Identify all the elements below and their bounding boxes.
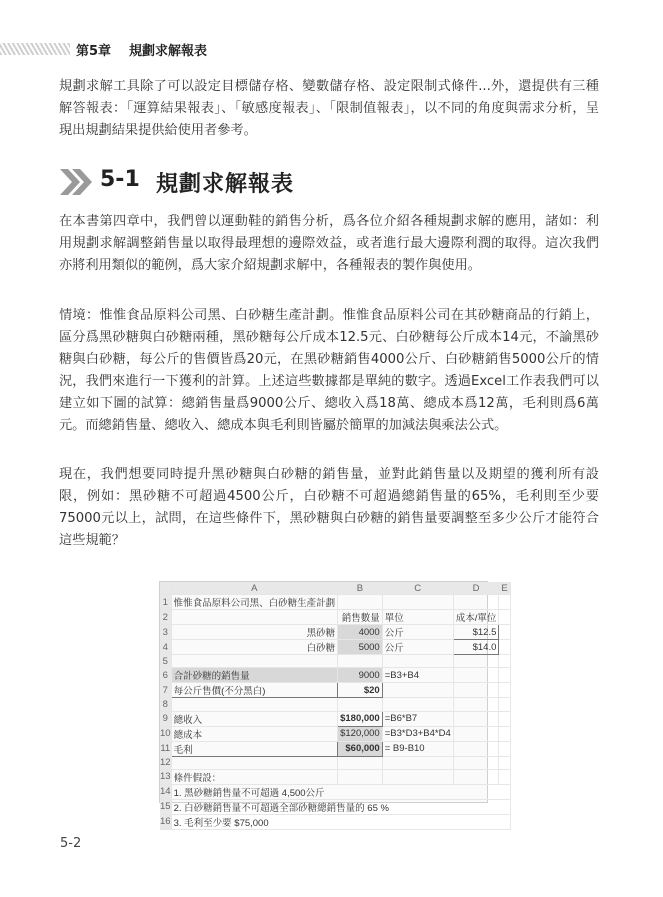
sheet-row — [160, 610, 510, 625]
cell-d — [453, 726, 499, 741]
cell-a: 合計砂糖的銷售量 — [171, 668, 338, 683]
cell-c: =B6*B7 — [382, 711, 453, 726]
spreadsheet-grid — [160, 582, 511, 830]
row-number: 10 — [160, 728, 171, 740]
cell-a: 3. 毛利至少要 $75,000 — [171, 814, 510, 829]
sheet-row — [160, 640, 510, 655]
body-paragraph: 在本書第四章中，我們曾以運動鞋的銷售分析，爲各位介紹各種規劃求解的應用，諸如：利用規劃求解調整銷售量以取得最理想的邊際效益，或者進行最大邊際利潤的取得。這次我們亦將利用類似的範例，爲大家介紹規劃求解中，各種報表的製作與使用。 — [59, 214, 599, 273]
header-hatch-decoration — [0, 43, 70, 55]
cell-a — [171, 756, 338, 769]
cell-a: 白砂糖 — [171, 640, 338, 655]
row-number: 1 — [160, 595, 171, 610]
intro-paragraph: 規劃求解工具除了可以設定目標儲存格、變數儲存格、設定限制式條件...外，還提供有三種解答報表：「運算結果報表」、「敏感度報表」、「限制值報表」，以不同的角度與需求分析，呈現出規劃結果提供給使用者參考。 — [59, 79, 599, 138]
sheet-row — [160, 698, 510, 711]
cell-c: 單位 — [382, 610, 453, 625]
row-number: 4 — [160, 640, 171, 655]
cell-d — [453, 595, 499, 610]
cell-c — [382, 756, 453, 769]
cell-a: 2. 白砂糖銷售量不可超過全部砂糖總銷售量的 65 % — [171, 799, 510, 814]
cell-e — [499, 610, 510, 625]
column-header: D — [453, 582, 499, 595]
corner-cell — [160, 582, 171, 595]
cell-d — [453, 741, 499, 756]
cell-c: 公斤 — [382, 625, 453, 640]
column-header: E — [499, 582, 510, 595]
cell-e — [499, 668, 510, 683]
sheet-row — [160, 799, 510, 814]
row-number: 7 — [160, 683, 171, 698]
cell-a: 惟惟食品原料公司黑、白砂糖生產計劃 — [171, 595, 338, 610]
cell-e — [499, 756, 510, 769]
sheet-row — [160, 683, 510, 698]
cell-b: $60,000 — [338, 741, 383, 756]
row-number: 2 — [160, 610, 171, 625]
cell-e — [499, 625, 510, 640]
cell-d — [453, 668, 499, 683]
sheet-row — [160, 814, 510, 829]
row-number: 9 — [160, 711, 171, 726]
cell-c: 公斤 — [382, 640, 453, 655]
cell-a: 黑砂糖 — [171, 625, 338, 640]
cell-b: 5000 — [338, 640, 383, 655]
cell-a: 1. 黑砂糖銷售量不可超過 4,500公斤 — [171, 784, 510, 799]
cell-b: $20 — [338, 683, 383, 698]
cell-c — [382, 683, 453, 698]
cell-b: $180,000 — [338, 711, 383, 726]
row-number: 16 — [160, 816, 171, 828]
row-number: 15 — [160, 801, 171, 813]
cell-c: = B9-B10 — [382, 741, 453, 756]
sheet-row — [160, 711, 510, 726]
cell-d — [453, 756, 499, 769]
cell-e — [499, 655, 510, 668]
cell-a: 條件假設： — [171, 769, 338, 784]
sheet-row — [160, 625, 510, 640]
sheet-row — [160, 741, 510, 756]
cell-d — [453, 655, 499, 668]
sheet-row — [160, 784, 510, 799]
cell-e — [499, 595, 510, 610]
cell-d: $12.5 — [453, 625, 499, 640]
row-number: 3 — [160, 625, 171, 640]
section-heading — [60, 166, 360, 200]
cell-e — [499, 698, 510, 711]
cell-c — [382, 655, 453, 668]
cell-b — [338, 655, 383, 668]
cell-b: 4000 — [338, 625, 383, 640]
section-number: 5-1 — [100, 167, 140, 192]
cell-c: =B3*D3+B4*D4 — [382, 726, 453, 741]
cell-a: 毛利 — [171, 741, 338, 756]
cell-b: $120,000 — [338, 726, 383, 741]
page-number: 5-2 — [60, 836, 82, 851]
cell-e — [499, 741, 510, 756]
row-number: 14 — [160, 786, 171, 798]
cell-e — [499, 769, 510, 784]
sheet-row — [160, 726, 510, 741]
cell-d — [453, 698, 499, 711]
cell-a: 總成本 — [171, 726, 338, 741]
cell-d: $14.0 — [453, 640, 499, 655]
row-number: 12 — [160, 757, 171, 769]
sheet-row — [160, 756, 510, 769]
sheet-row — [160, 668, 510, 683]
sheet-row — [160, 655, 510, 668]
column-header: B — [338, 582, 383, 595]
column-header: A — [171, 582, 338, 595]
cell-d — [453, 683, 499, 698]
row-number: 11 — [160, 743, 171, 755]
cell-c — [382, 698, 453, 711]
cell-b — [338, 756, 383, 769]
scenario-paragraph: 情境：惟惟食品原料公司黑、白砂糖生產計劃。惟惟食品原料公司在其砂糖商品的行銷上，區分爲黑砂糖與白砂糖兩種，黑砂糖每公斤成本12.5元、白砂糖每公斤成本14元，不論黑砂糖與白砂糖，每公斤的售價皆爲20元，在黑砂糖銷售4000公斤、白砂糖銷售5000公斤的情況，我們來進行一下獲利的計算。上述這些數據都是單純的數字。透過Excel工作表我們可以建立如下圖的試算：總銷售量爲9000公斤、總收入爲18萬、總成本爲12萬，毛利則爲6萬元。而總銷售量、總收入、總成本與毛利則皆屬於簡單的加減法與乘法公式。 — [59, 308, 599, 433]
cell-b — [338, 595, 383, 610]
cell-e — [499, 683, 510, 698]
cell-a: 每公斤售價(不分黑白) — [171, 683, 338, 698]
column-header-row — [160, 582, 510, 595]
cell-b — [338, 769, 383, 784]
cell-c — [382, 595, 453, 610]
cell-b — [338, 698, 383, 711]
cell-a — [171, 655, 338, 668]
running-header — [0, 40, 663, 60]
cell-b: 9000 — [338, 668, 383, 683]
cell-a — [171, 610, 338, 625]
cell-c: =B3+B4 — [382, 668, 453, 683]
question-paragraph: 現在，我們想要同時提升黑砂糖與白砂糖的銷售量，並對此銷售量以及期望的獲利所有設限，例如：黑砂糖不可超過4500公斤，白砂糖不可超過總銷售量的65%，毛利則至少要75000元以上，試問，在這些條件下，黑砂糖與白砂糖的銷售量要調整至多少公斤才能符合這些規範？ — [59, 467, 599, 548]
cell-d: 成本/單位 — [453, 610, 499, 625]
cell-d — [453, 711, 499, 726]
column-header: C — [382, 582, 453, 595]
row-number: 13 — [160, 771, 171, 783]
sheet-row — [160, 595, 510, 610]
cell-d — [453, 769, 499, 784]
row-number: 8 — [160, 698, 171, 711]
cell-a — [171, 698, 338, 711]
cell-e — [499, 640, 510, 655]
row-number: 6 — [160, 668, 171, 683]
cell-a: 總收入 — [171, 711, 338, 726]
cell-c — [382, 769, 453, 784]
chapter-number: 第5章 — [76, 44, 112, 59]
chapter-heading — [76, 40, 207, 59]
cell-e — [499, 711, 510, 726]
cell-b: 銷售數量 — [338, 610, 383, 625]
cell-e — [499, 726, 510, 741]
chevron-right-icon — [72, 169, 92, 195]
chapter-title: 規劃求解報表 — [129, 44, 208, 59]
sheet-row — [160, 769, 510, 784]
spreadsheet-figure — [159, 581, 508, 829]
row-number: 5 — [160, 655, 171, 668]
section-title: 規劃求解報表 — [156, 172, 295, 197]
